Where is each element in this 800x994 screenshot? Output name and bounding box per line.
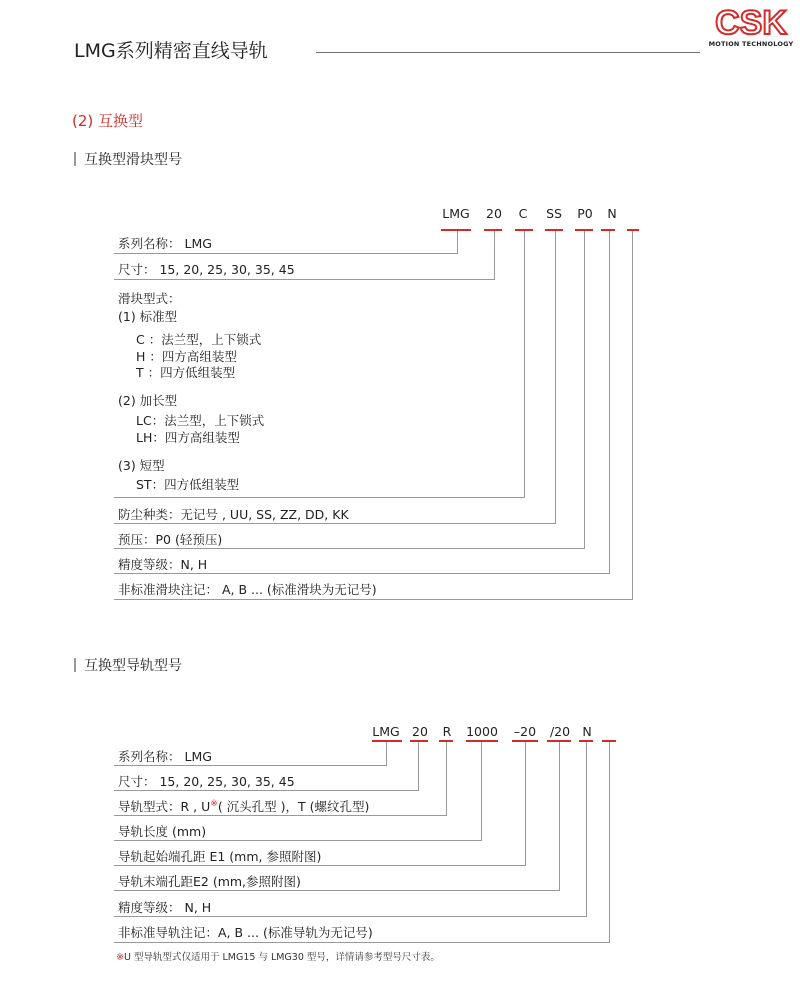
- rail-size: 尺寸： 15, 20, 25, 30, 35, 45: [118, 774, 295, 789]
- row-underline: [114, 840, 482, 841]
- connector-line: [559, 742, 560, 890]
- row-underline: [114, 523, 556, 524]
- section-title: (2) 互换型: [72, 112, 144, 130]
- logo-lettering: CSK: [715, 4, 787, 40]
- rail-code-size: 20: [412, 724, 428, 739]
- row-underline: [114, 765, 387, 766]
- rail-e1: 导轨起始端孔距 E1 (mm, 参照附图): [118, 849, 322, 864]
- connector-line: [609, 231, 610, 573]
- rail-code-e1: –20: [513, 724, 537, 739]
- block-short-heading: (3) 短型: [118, 458, 165, 473]
- block-code-underline: [627, 229, 639, 231]
- block-accuracy: 精度等级：N, H: [118, 557, 208, 572]
- block-heading: [74, 149, 182, 169]
- block-long-item: LC：法兰型，上下锁式: [136, 413, 265, 428]
- footnote-text: U 型导轨型式仅适用于 LMG15 与 LMG30 型号，详情请参考型号尺寸表。: [123, 952, 440, 963]
- rail-type-suffix: ( 沉头孔型 )，T (螺纹孔型): [217, 799, 370, 814]
- connector-line: [584, 231, 585, 548]
- block-code-underline: [601, 229, 615, 231]
- heading-bar: [74, 152, 76, 166]
- block-dust: 防尘种类：无记号 , UU, SS, ZZ, DD, KK: [118, 507, 349, 522]
- csk-logo: [706, 4, 796, 56]
- row-underline: [114, 497, 525, 498]
- rail-code-type: R: [442, 724, 452, 739]
- heading-bar: [74, 658, 76, 672]
- rail-code-e2: /20: [549, 724, 571, 739]
- row-underline: [114, 599, 633, 600]
- rail-code-underline: [466, 740, 498, 742]
- block-heading-text: 互换型滑块型号: [84, 152, 182, 168]
- row-underline: [114, 548, 585, 549]
- block-code-size: 20: [486, 206, 502, 221]
- row-underline: [114, 573, 610, 574]
- connector-line: [386, 742, 387, 765]
- rail-code-series: LMG: [372, 724, 400, 739]
- rail-nonstandard: 非标准导轨注记：A, B ... (标准导轨为无记号): [118, 925, 373, 940]
- rail-type-prefix: 导轨型式：R , U: [118, 799, 211, 814]
- rail-code-underline: [410, 740, 428, 742]
- page-title: LMG系列精密直线导轨: [74, 40, 268, 62]
- row-underline: [114, 942, 610, 943]
- connector-line: [632, 231, 633, 599]
- block-code-dust: SS: [546, 206, 562, 221]
- block-code-underline: [441, 229, 471, 231]
- connector-line: [555, 231, 556, 523]
- row-underline: [114, 279, 495, 280]
- connector-line: [457, 231, 458, 253]
- block-long-heading: (2) 加长型: [118, 393, 178, 408]
- logo-subtitle: MOTION TECHNOLOGY: [708, 40, 794, 48]
- rail-code-underline: [372, 740, 402, 742]
- footnote: [116, 949, 440, 963]
- connector-line: [525, 742, 526, 865]
- row-underline: [114, 790, 419, 791]
- block-standard-item: T ：四方低组装型: [136, 365, 236, 380]
- connector-line: [481, 742, 482, 840]
- block-code-underline: [484, 229, 502, 231]
- row-underline: [114, 815, 447, 816]
- block-code-series: LMG: [442, 206, 470, 221]
- rail-heading: [74, 655, 182, 675]
- connector-line: [524, 231, 525, 497]
- row-underline: [114, 865, 526, 866]
- rail-heading-text: 互换型导轨型号: [84, 658, 182, 674]
- block-code-accuracy: N: [607, 206, 617, 221]
- row-underline: [114, 916, 587, 917]
- connector-line: [494, 231, 495, 279]
- rail-accuracy: 精度等级： N, H: [118, 900, 212, 915]
- block-short-item: ST：四方低组装型: [136, 477, 240, 492]
- block-preload: 预压：P0 (轻预压): [118, 532, 223, 547]
- block-standard-heading: (1) 标准型: [118, 309, 178, 324]
- block-long-item: LH：四方高组装型: [136, 430, 240, 445]
- block-nonstandard: 非标准滑块注记： A, B ... (标准滑块为无记号): [118, 582, 377, 597]
- block-code-underline: [545, 229, 563, 231]
- rail-code-length: 1000: [466, 724, 498, 739]
- rail-e2: 导轨末端孔距E2 (mm,参照附图): [118, 874, 301, 889]
- rail-length: 导轨长度 (mm): [118, 824, 207, 839]
- block-standard-item: H ：四方高组装型: [136, 349, 237, 364]
- rail-type: [118, 797, 369, 815]
- row-underline: [114, 253, 458, 254]
- connector-line: [446, 742, 447, 815]
- block-code-type: C: [518, 206, 528, 221]
- block-code-preload: P0: [577, 206, 593, 221]
- row-underline: [114, 890, 560, 891]
- connector-line: [586, 742, 587, 916]
- csk-logo-mark: [706, 4, 796, 40]
- rail-code-accuracy: N: [582, 724, 592, 739]
- connector-line: [609, 742, 610, 942]
- footnote-star: ※: [116, 952, 124, 963]
- block-type-heading: 滑块型式：: [118, 291, 181, 306]
- connector-line: [418, 742, 419, 790]
- rail-series: 系列名称： LMG: [118, 749, 212, 764]
- block-standard-item: C ：法兰型，上下锁式: [136, 332, 262, 347]
- rail-type-star: ※: [210, 798, 218, 809]
- header-divider: [316, 52, 700, 53]
- block-size: 尺寸： 15, 20, 25, 30, 35, 45: [118, 262, 295, 277]
- block-series: 系列名称： LMG: [118, 236, 212, 251]
